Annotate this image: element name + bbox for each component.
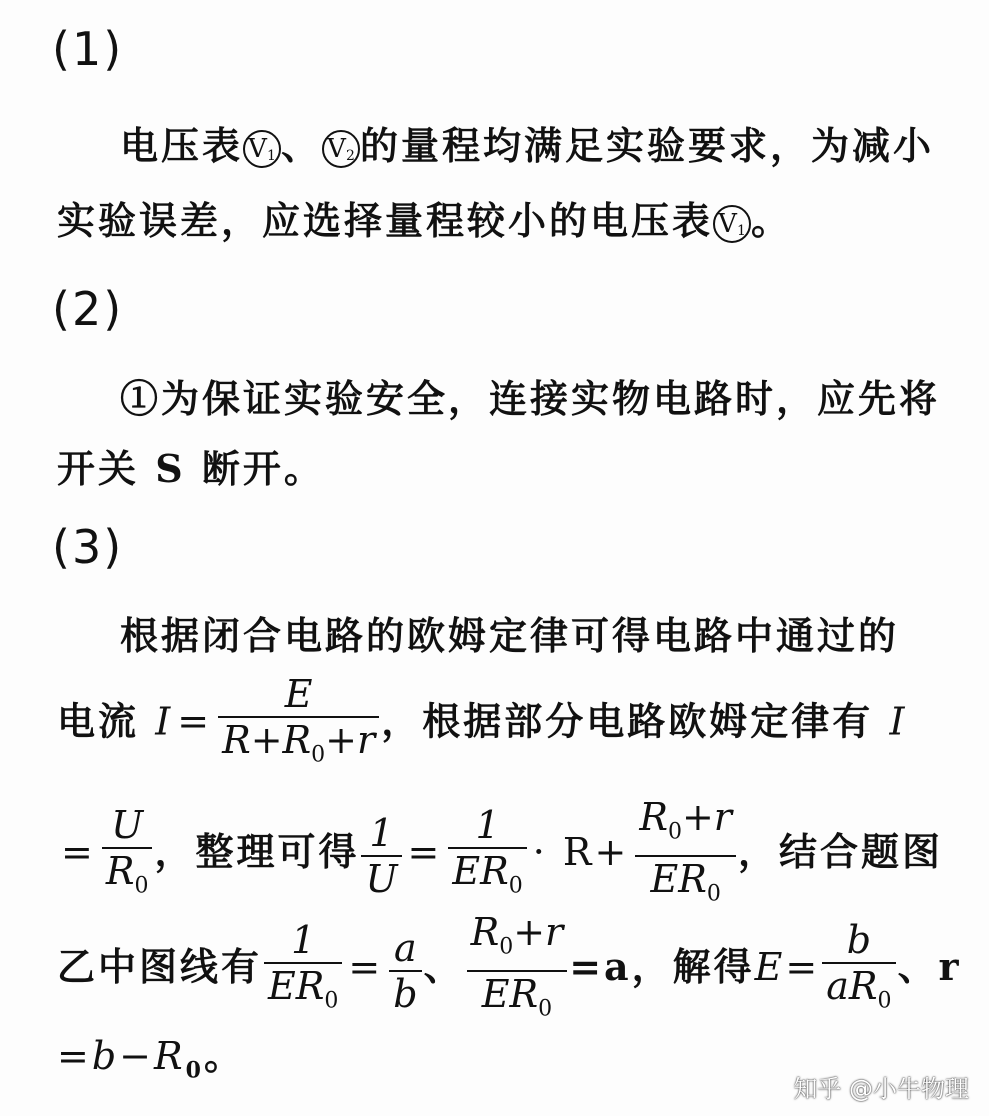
s1-text-2: 实验误差，应选择量程较小的电压表 (57, 198, 714, 243)
result-r: =b−R (57, 1034, 186, 1078)
sub-0: 0 (185, 1057, 204, 1084)
s3-text: =a，解得 (569, 944, 755, 990)
fraction-a-b: $\frac{a}{b}$ (389, 926, 421, 1016)
s3-text: 电流 (57, 698, 140, 744)
s2-line-1: ①为保证实验安全，连接实物电路时，应先将 (120, 376, 941, 421)
op-eq: = (61, 830, 96, 875)
watermark: 知乎 @小牛物理 (793, 1075, 969, 1103)
op-eq: = (177, 699, 213, 744)
fraction-1-er0: $\frac{1}{ER_0}$ (264, 918, 342, 1024)
s1-period: 。 (751, 198, 793, 243)
op-eq: = (348, 945, 384, 990)
fraction-1-u: $\frac{1}{U}$ (361, 811, 401, 901)
s3-text: ，结合题图 (737, 829, 943, 875)
s3-sep: 、 (423, 944, 465, 990)
s2-line-2: 开关 S 断开。 (57, 446, 325, 491)
section-2-label: (2) (52, 282, 124, 336)
fraction-b-ar0: $\frac{b}{aR_0}$ (822, 918, 895, 1024)
s3-text: 乙中图线有 (57, 944, 263, 990)
voltmeter-v1-symbol: $V_1$ (713, 205, 751, 243)
s3-line-3 (57, 795, 943, 916)
s3-period: 。 (203, 1033, 245, 1078)
s3-line-5 (57, 1025, 245, 1084)
fraction-u-r0: $\frac{U}{R_0}$ (102, 803, 153, 909)
voltmeter-v2-symbol: $V_2$ (322, 130, 360, 168)
s1-sep: 、 (281, 123, 323, 168)
s1-line-1 (120, 115, 934, 170)
s3-text: ，整理可得 (154, 829, 360, 875)
dot-r-plus: · R+ (532, 830, 630, 875)
s3-line-1: 根据闭合电路的欧姆定律可得电路中通过的 (120, 613, 900, 658)
fraction-current: $\frac{E}{R+R_0+r}$ (218, 672, 379, 778)
var-I: I (889, 699, 908, 744)
section-1-label: (1) (52, 22, 124, 76)
fraction-r0r-er0: $\frac{R_0+r}{ER_0}$ (635, 795, 736, 916)
s1-text-end: 的量程均满足实验要求，为减小 (360, 123, 935, 168)
s3-text: ，根据部分电路欧姆定律有 (381, 698, 874, 744)
voltmeter-v1-symbol: $V_1$ (243, 130, 281, 168)
s1-line-2 (57, 190, 792, 245)
s3-line-2 (57, 672, 907, 778)
fraction-1-er0: $\frac{1}{ER_0}$ (448, 803, 526, 909)
op-eq: = (407, 830, 443, 875)
s3-line-4 (57, 910, 962, 1031)
s1-text: 电压表 (120, 123, 244, 168)
section-3-label: (3) (52, 520, 124, 574)
var-I: I (155, 699, 174, 744)
s3-text: 、r (897, 944, 962, 990)
fraction-r0r-er0: $\frac{R_0+r}{ER_0}$ (467, 910, 568, 1031)
var-E: E= (754, 945, 821, 990)
